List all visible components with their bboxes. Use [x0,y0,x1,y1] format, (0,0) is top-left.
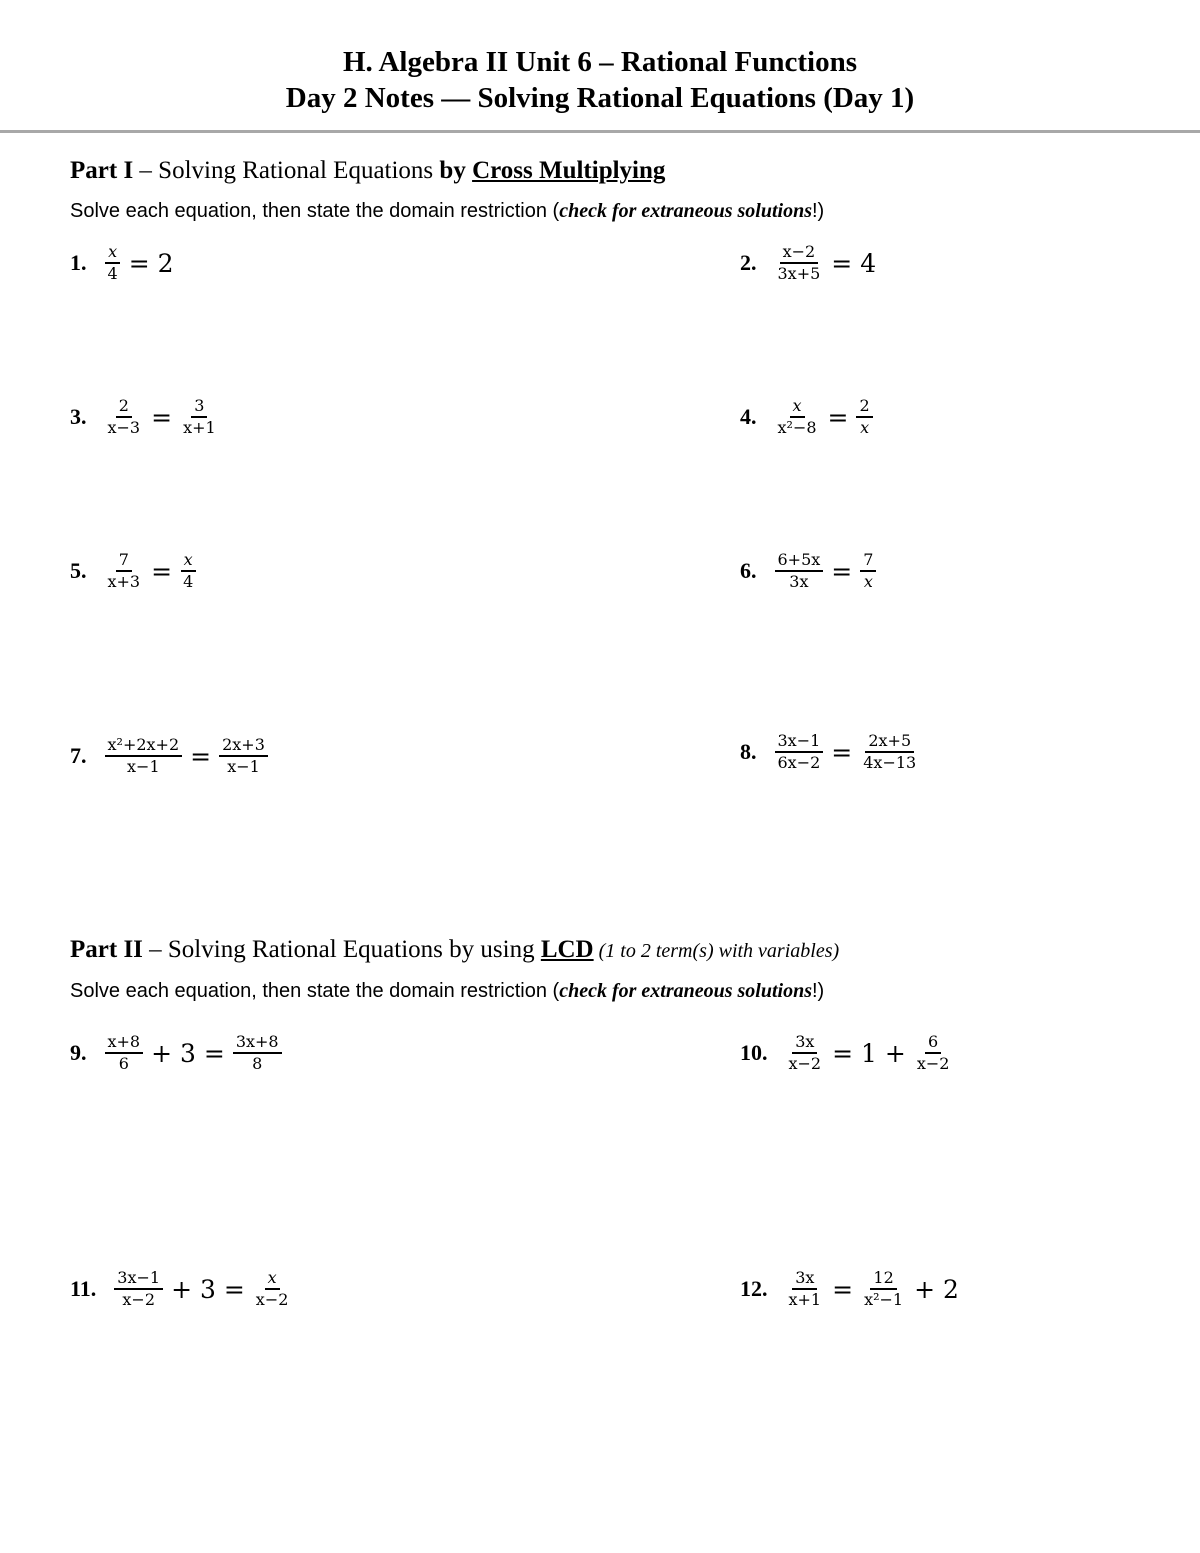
equals-sign: = [190,741,212,771]
problem-number: 8. [740,739,757,764]
problem-number: 11. [70,1276,97,1301]
part2-note: (1 to 2 term(s) with variables) [593,940,840,962]
equation-rhs: = 2 [128,248,174,278]
part1-heading [70,156,665,186]
fraction: $\frac{12}{\text{x²−1}}$ [864,1268,904,1309]
part1-instruction-suffix: !) [812,200,825,222]
part1-label: Part I [70,157,134,184]
problem-8 [740,731,925,773]
problem-number: 4. [740,404,757,429]
part2-instruction-emphasis: check for extraneous solutions [559,980,812,1002]
part1-description: – Solving Rational Equations [133,157,440,184]
problem-number: 5. [70,558,87,583]
equals-sign: = [831,737,853,767]
problem-1 [70,242,176,284]
part2-instruction-prefix: Solve each equation, then state the domain restriction ( [70,980,560,1002]
fraction: $\frac{7}{x+3}$ [107,550,141,591]
problem-11 [70,1268,297,1310]
equation-middle: = 1 + [832,1038,906,1068]
fraction: $\frac{3x-1}{6x-2}$ [775,731,824,773]
problem-number: 3. [70,404,87,429]
problem-7 [70,735,274,777]
problem-number: 10. [740,1040,768,1065]
problem-4 [740,396,879,438]
equals-sign: = [831,556,853,586]
fraction: $\frac{x-2}{3x+5}$ [777,242,821,283]
fraction: $\frac{x}{4}$ [180,550,196,592]
problem-6 [740,550,882,592]
problem-number: 12. [740,1276,768,1301]
problem-12 [740,1268,961,1310]
fraction: $\frac{2x+3}{x-1}$ [219,735,268,777]
fraction: $\frac{7}{x}$ [860,550,876,592]
part2-instruction [70,978,824,1004]
equation-tail: + 2 [914,1274,959,1304]
part1-instruction [70,198,824,224]
page-title-line1: H. Algebra II Unit 6 – Rational Functions [343,46,857,78]
equals-sign: = [151,556,173,586]
fraction: $\frac{3x}{x+1}$ [788,1268,822,1309]
fraction: $\frac{2}{x}$ [856,396,872,438]
equals-sign: = [832,1274,854,1304]
equals-sign: = [151,402,173,432]
fraction: $\frac{x+8}{6}$ [105,1032,144,1074]
problem-2 [740,242,878,284]
fraction: $\frac{3x}{x-2}$ [788,1032,822,1073]
fraction: $\frac{3}{x+1}$ [183,396,216,437]
fraction: $\frac{2x+5}{4x-13}$ [863,731,917,772]
problem-number: 2. [740,250,757,275]
problem-number: 6. [740,558,757,583]
part2-heading [70,935,839,966]
part2-label: Part II [70,936,143,963]
problem-number: 7. [70,743,87,768]
header-divider [0,130,1200,133]
fraction: $\frac{6+5x}{3x}$ [775,550,824,592]
part1-instruction-prefix: Solve each equation, then state the domain restriction ( [70,200,560,222]
page-title-line2: Day 2 Notes — Solving Rational Equations (Day 1) [285,82,915,114]
problem-number: 1. [70,250,87,275]
fraction: $\frac{x}{x-2}$ [255,1268,289,1309]
fraction: $\frac{x}{\text{x²−8}}$ [777,396,817,437]
part1-method: Cross Multiplying [472,157,666,184]
problem-3 [70,396,225,438]
problem-5 [70,550,202,592]
part1-instruction-emphasis: check for extraneous solutions [559,200,812,222]
problem-9 [70,1032,288,1074]
equation-middle: + 3 = [151,1038,225,1068]
part2-instruction-suffix: !) [812,980,825,1002]
fraction: $\frac{6}{x-2}$ [916,1032,950,1073]
part2-method: LCD [540,936,594,963]
problem-10 [740,1032,958,1074]
part1-by: by [439,157,473,184]
fraction: $\frac{3x-1}{x-2}$ [114,1268,163,1310]
fraction: $\frac{3x+8}{8}$ [233,1032,282,1074]
problem-number: 9. [70,1040,87,1065]
equation-middle: + 3 = [171,1274,245,1304]
fraction: $\frac{\text{x²+2x+2}}{x-1}$ [105,735,183,777]
part2-description: – Solving Rational Equations by using [142,936,541,963]
equals-sign: = [827,402,849,432]
fraction: $\frac{2}{x-3}$ [107,396,141,437]
equation-rhs: = 4 [831,248,877,278]
fraction: $\frac{x}{4}$ [105,242,121,284]
